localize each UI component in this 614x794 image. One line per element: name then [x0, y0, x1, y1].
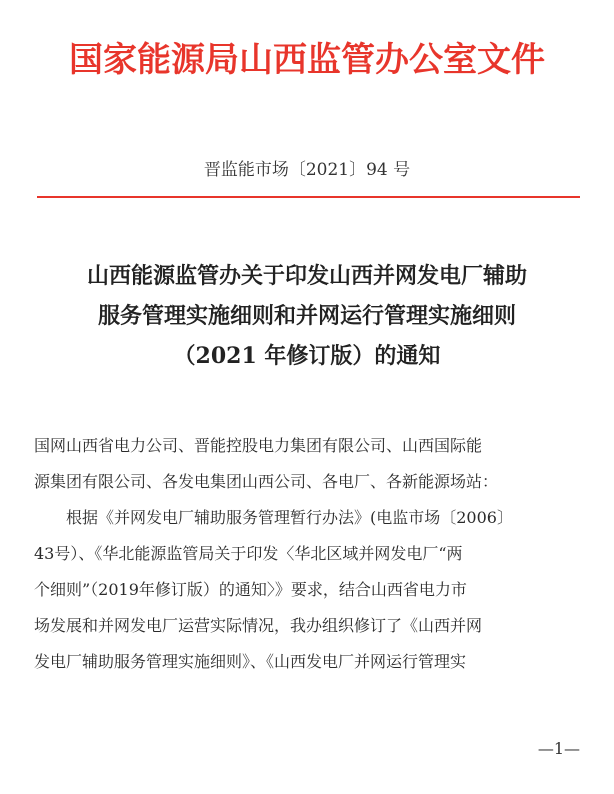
title-line: 山西能源监管办关于印发山西并网发电厂辅助 — [86, 263, 527, 289]
paragraph-line: 发电厂辅助服务管理实施细则》、《山西发电厂并网运行管理实 — [34, 652, 467, 671]
recipients-line: 国网山西省电力公司、晋能控股电力集团有限公司、山西国际能 — [34, 436, 483, 455]
page-number: —1— — [537, 739, 580, 758]
document-header-title: 国家能源局山西监管办公室文件 — [69, 40, 545, 80]
document-body — [34, 428, 582, 680]
document-title — [20, 256, 594, 376]
recipients-line: 源集团有限公司、各发电集团山西公司、各电厂、各新能源场站： — [34, 472, 499, 491]
red-divider-line — [37, 196, 580, 198]
title-line: （2021 年修订版）的通知 — [173, 343, 441, 369]
paragraph-line: 个细则”（2019年修订版）的通知〉》要求，结合山西省电力市 — [34, 580, 467, 599]
paragraph-line: 43号）、《华北能源监管局关于印发〈华北区域并网发电厂“两 — [34, 544, 463, 563]
document-number: 晋监能市场〔2021〕94 号 — [203, 160, 411, 180]
title-line: 服务管理实施细则和并网运行管理实施细则 — [97, 303, 516, 329]
paragraph-line: 根据《并网发电厂辅助服务管理暂行办法》(电监市场〔2006〕 — [66, 508, 513, 527]
paragraph-line: 场发展和并网发电厂运营实际情况，我办组织修订了《山西并网 — [34, 616, 483, 635]
